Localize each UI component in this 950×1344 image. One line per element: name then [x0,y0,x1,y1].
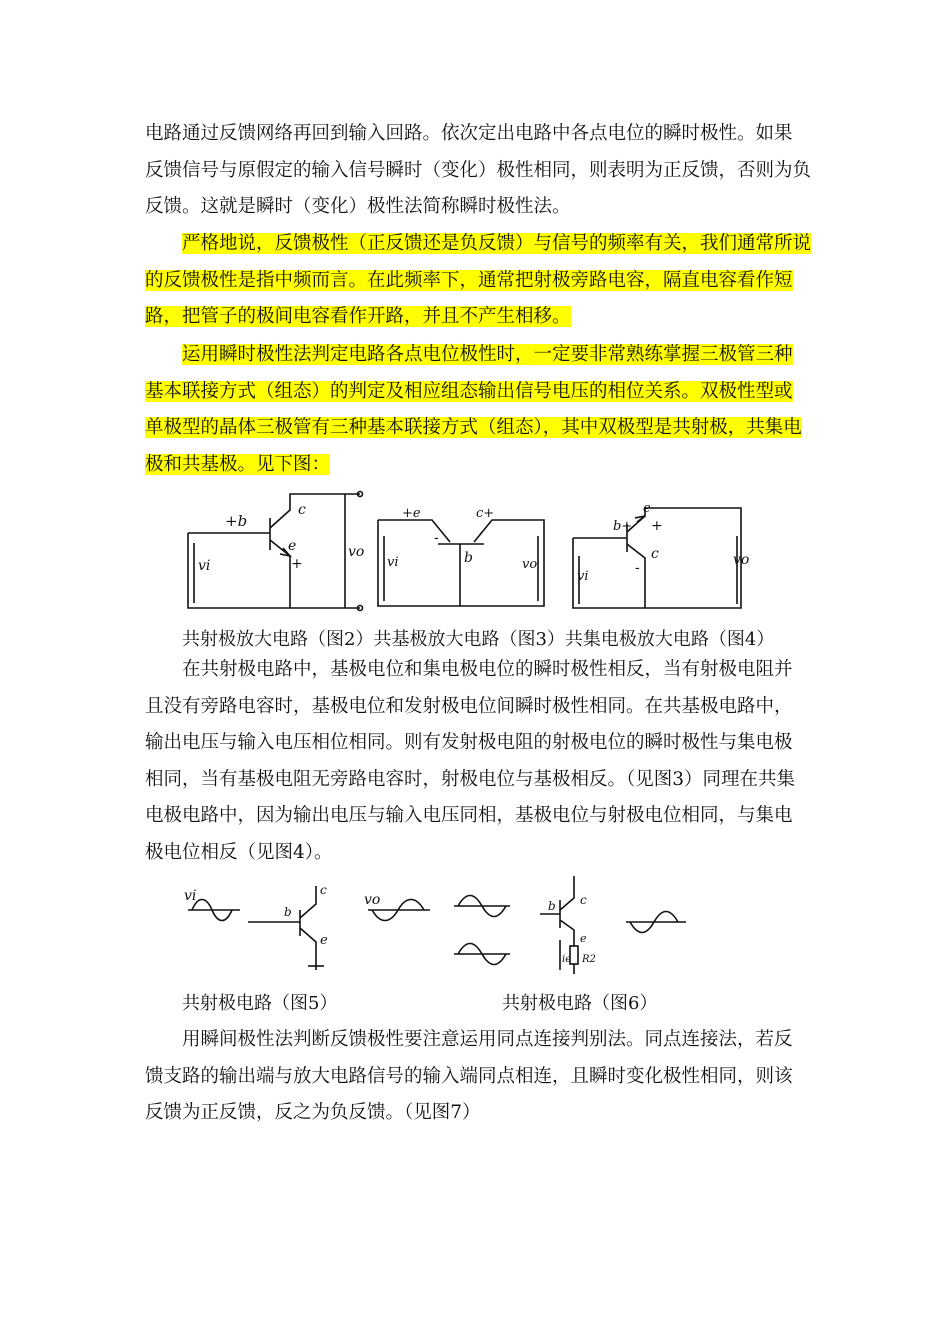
label-b: b [464,550,473,566]
label-vo: vo [733,552,750,568]
label-plus: + [651,518,663,534]
highlighted-text: 基本联接方式（组态）的判定及相应组态输出信号电压的相位关系。双极性型或 [145,380,793,402]
paragraph-3-highlighted [145,337,810,483]
label-b: b [284,905,292,919]
paragraph-4 [145,652,810,872]
label-b: b [548,899,556,913]
label-b-plus: b+ [613,519,633,534]
paragraph-1 [145,116,810,226]
label-minus: - [434,530,439,546]
text-line: 且没有旁路电容时，基极电位和发射极电位间瞬时极性相同。在共基极电路中， [145,695,793,717]
highlighted-text: 的反馈极性是指中频而言。在此频率下，通常把射极旁路电容，隔直电容看作短 [145,269,793,291]
figure-common-base-circuit [372,506,557,616]
label-minus: - [635,560,640,576]
text-line: 在共射极电路中，基极电位和集电极电位的瞬时极性相反，当有射极电阻并 [182,659,793,680]
label-plus-b: +b [225,512,248,530]
label-vi: vi [198,558,211,574]
label-e: e [320,933,328,948]
label-c: c [651,546,659,562]
text-line: 反馈。这就是瞬时（变化）极性法简称瞬时极性法。 [145,196,571,218]
figure-common-emitter-circuit [180,488,365,613]
label-vi: vi [387,555,399,570]
label-vo: vo [522,557,538,572]
text-line: 输出电压与输入电压相位相同。则有发射极电阻的射极电位的瞬时极性与集电极 [145,732,793,754]
label-e: e [643,501,651,516]
label-c: c [580,893,587,907]
highlighted-text: 极和共基极。见下图： [145,453,331,475]
highlighted-text: 路，把管子的极间电容看作开路，并且不产生相移。 [145,306,571,328]
figure-common-collector-circuit [565,496,750,616]
figure-common-emitter-waveforms [180,880,450,975]
label-plus-e: +e [402,506,421,521]
text-line: 相同，当有基极电阻无旁路电容时，射极电位与基极相反。（见图3）同理在共集 [145,768,796,790]
paragraph-5 [145,1022,810,1132]
highlighted-text: 严格地说，反馈极性（正反馈还是负反馈）与信号的频率有关，我们通常所说 [182,233,812,254]
label-c: c [320,883,327,897]
text-line: 馈支路的输出端与放大电路信号的输入端同点相连，且瞬时变化极性相同，则该 [145,1065,793,1087]
figure-6-caption: 共射极电路（图6） [502,993,658,1014]
label-c: c [298,502,306,518]
label-r2: R2 [582,954,596,965]
text-line: 电路通过反馈网络再回到输入回路。依次定出电路中各点电位的瞬时极性。如果 [145,123,793,144]
label-vi: vi [577,569,589,584]
figure-caption-row: 共射极放大电路（图2）共基极放大电路（图3）共集电极放大电路（图4） [182,629,775,650]
highlighted-text: 运用瞬时极性法判定电路各点电位极性时，一定要非常熟练掌握三极管三种 [182,344,793,365]
label-e: e [580,932,587,945]
figure-emitter-resistor-waveforms [448,870,698,980]
text-line: 反馈为正反馈，反之为负反馈。（见图7） [145,1102,481,1124]
text-line: 用瞬间极性法判断反馈极性要注意运用同点连接判别法。同点连接法，若反 [182,1029,793,1050]
label-vi: vi [184,888,197,904]
figure-5-caption: 共射极电路（图5） [182,993,338,1014]
label-ie: ie [562,954,572,965]
label-plus: + [291,556,303,572]
label-vo: vo [364,892,381,908]
text-line: 反馈信号与原假定的输入信号瞬时（变化）极性相同，则表明为正反馈，否则为负 [145,159,812,181]
paragraph-2-highlighted [145,226,810,336]
highlighted-text: 单极型的晶体三极管有三种基本联接方式（组态），其中双极型是共射极，共集电 [145,417,802,439]
text-line: 电极电路中，因为输出电压与输入电压同相，基极电位与射极电位相同，与集电 [145,805,793,827]
label-e: e [288,538,297,554]
label-vo: vo [348,544,365,560]
label-c-plus: c+ [476,506,495,521]
text-line: 极电位相反（见图4）。 [145,841,333,863]
